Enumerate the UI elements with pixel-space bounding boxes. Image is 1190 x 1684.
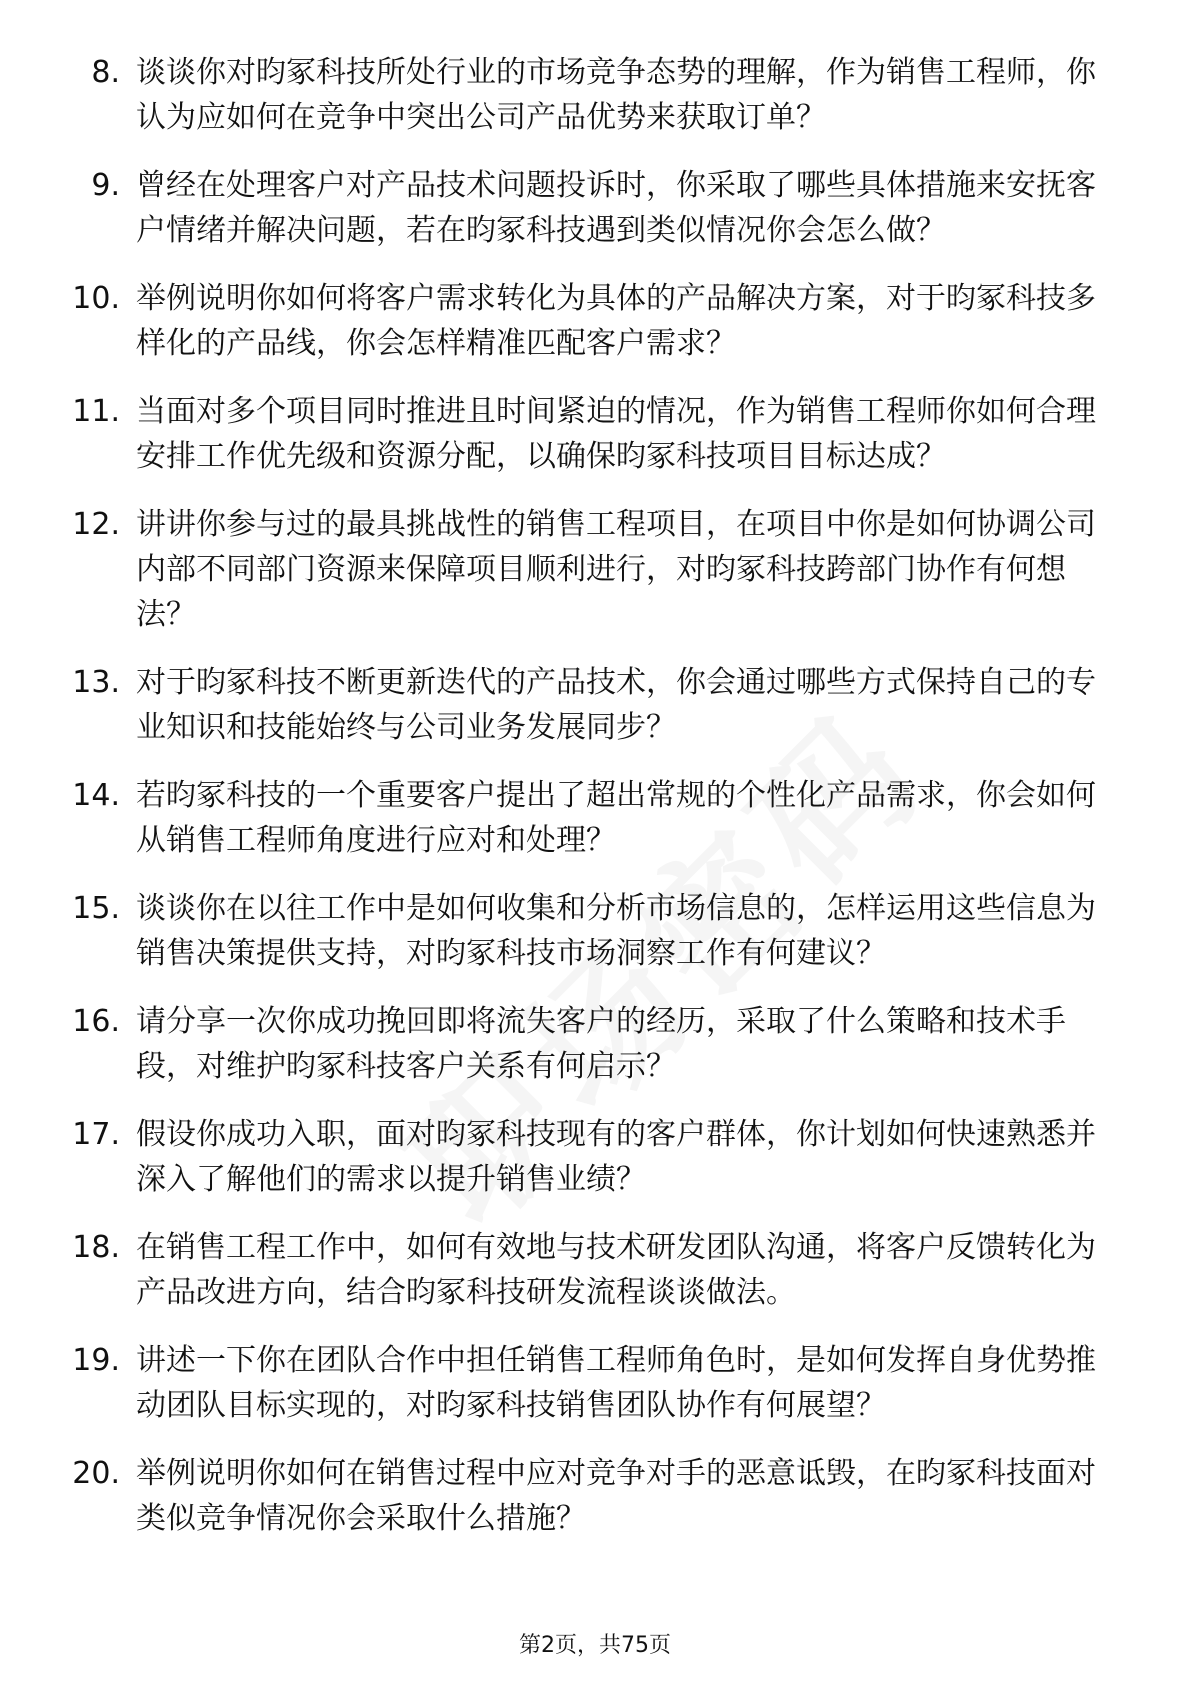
question-item bbox=[60, 1225, 1120, 1315]
question-item bbox=[60, 660, 1120, 750]
question-text: 谈谈你对昀冢科技所处行业的市场竞争态势的理解，作为销售工程师，你认为应如何在竞争中突出公司产品优势来获取订单？ bbox=[136, 55, 1096, 135]
question-number: 14. bbox=[72, 778, 120, 813]
question-number: 19. bbox=[72, 1343, 120, 1378]
question-item bbox=[60, 773, 1120, 863]
question-number: 11. bbox=[72, 394, 120, 429]
question-text: 讲述一下你在团队合作中担任销售工程师角色时，是如何发挥自身优势推动团队目标实现的，对昀冢科技销售团队协作有何展望？ bbox=[136, 1343, 1096, 1423]
question-text: 举例说明你如何在销售过程中应对竞争对手的恶意诋毁，在昀冢科技面对类似竞争情况你会采取什么措施？ bbox=[136, 1456, 1096, 1536]
question-item bbox=[60, 1338, 1120, 1428]
question-item bbox=[60, 999, 1120, 1089]
question-number: 18. bbox=[72, 1230, 120, 1265]
question-text: 当面对多个项目同时推进且时间紧迫的情况，作为销售工程师你如何合理安排工作优先级和资源分配，以确保昀冢科技项目目标达成？ bbox=[136, 394, 1096, 474]
question-text: 若昀冢科技的一个重要客户提出了超出常规的个性化产品需求，你会如何从销售工程师角度进行应对和处理？ bbox=[136, 778, 1096, 858]
question-number: 9. bbox=[91, 168, 120, 203]
question-item bbox=[60, 163, 1120, 253]
question-number: 15. bbox=[72, 891, 120, 926]
question-text: 请分享一次你成功挽回即将流失客户的经历，采取了什么策略和技术手段，对维护昀冢科技客户关系有何启示？ bbox=[136, 1004, 1066, 1084]
question-item bbox=[60, 1112, 1120, 1202]
question-text: 谈谈你在以往工作中是如何收集和分析市场信息的，怎样运用这些信息为销售决策提供支持，对昀冢科技市场洞察工作有何建议？ bbox=[136, 891, 1096, 971]
question-text: 假设你成功入职，面对昀冢科技现有的客户群体，你计划如何快速熟悉并深入了解他们的需求以提升销售业绩？ bbox=[136, 1117, 1096, 1197]
question-number: 20. bbox=[72, 1456, 120, 1491]
question-text: 曾经在处理客户对产品技术问题投诉时，你采取了哪些具体措施来安抚客户情绪并解决问题，若在昀冢科技遇到类似情况你会怎么做？ bbox=[136, 168, 1096, 248]
question-text: 对于昀冢科技不断更新迭代的产品技术，你会通过哪些方式保持自己的专业知识和技能始终与公司业务发展同步？ bbox=[136, 665, 1096, 745]
question-text: 在销售工程工作中，如何有效地与技术研发团队沟通，将客户反馈转化为产品改进方向，结合昀冢科技研发流程谈谈做法。 bbox=[136, 1230, 1096, 1310]
question-number: 13. bbox=[72, 665, 120, 700]
question-number: 10. bbox=[72, 281, 120, 316]
question-number: 16. bbox=[72, 1004, 120, 1039]
question-text: 讲讲你参与过的最具挑战性的销售工程项目，在项目中你是如何协调公司内部不同部门资源来保障项目顺利进行，对昀冢科技跨部门协作有何想法？ bbox=[136, 507, 1096, 632]
question-item bbox=[60, 1451, 1120, 1541]
question-item bbox=[60, 276, 1120, 366]
question-item bbox=[60, 389, 1120, 479]
question-list bbox=[60, 50, 1120, 1564]
question-number: 8. bbox=[91, 55, 120, 90]
question-item bbox=[60, 502, 1120, 637]
page-footer: 第2页，共75页 bbox=[519, 1633, 671, 1658]
question-item bbox=[60, 50, 1120, 140]
question-number: 12. bbox=[72, 507, 120, 542]
question-text: 举例说明你如何将客户需求转化为具体的产品解决方案，对于昀冢科技多样化的产品线，你会怎样精准匹配客户需求？ bbox=[136, 281, 1096, 361]
question-number: 17. bbox=[72, 1117, 120, 1152]
question-item bbox=[60, 886, 1120, 976]
